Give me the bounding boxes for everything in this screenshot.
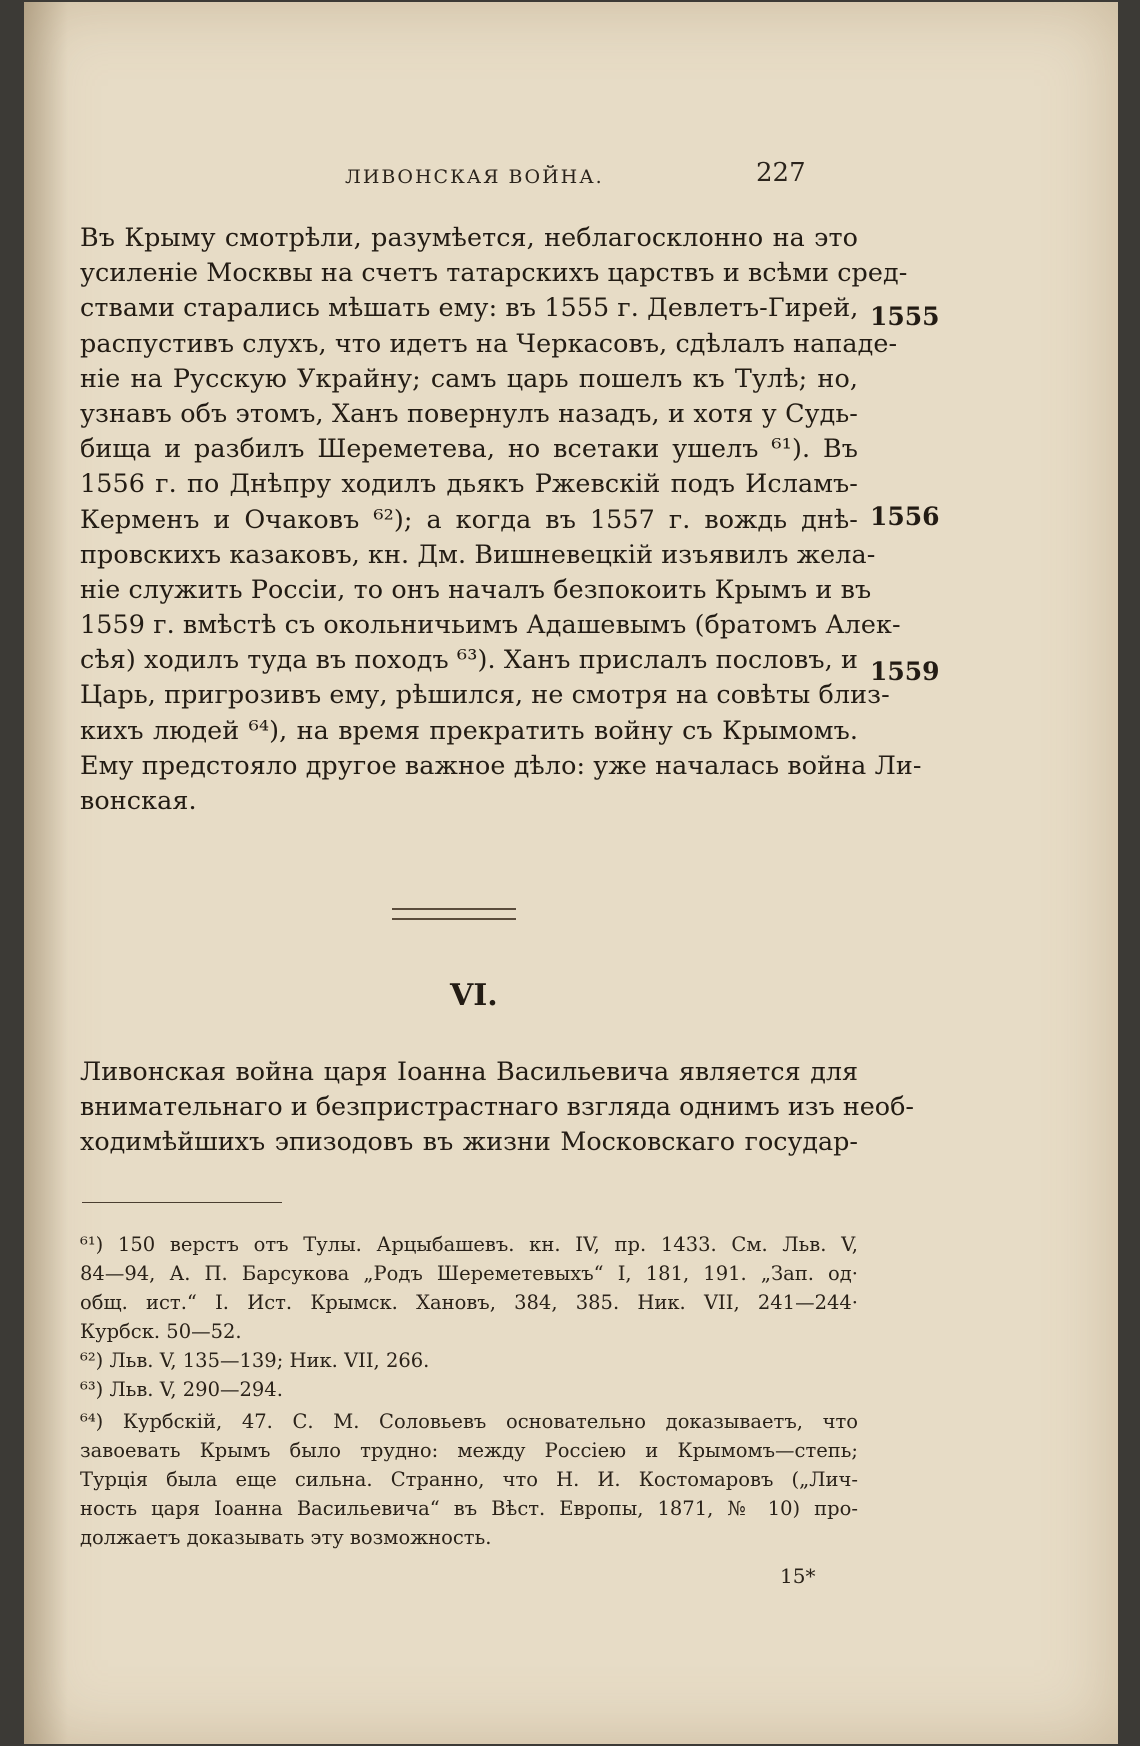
- footnote-line: ⁶³) Льв. V, 290—294.: [80, 1378, 283, 1401]
- text-line: ствами старались мѣшать ему: въ 1555 г. Девлетъ-Гирей,: [80, 292, 859, 323]
- footnote-line: общ. ист.“ I. Ист. Крымск. Хановъ, 384, 385. Ник. VII, 241—244·: [80, 1291, 858, 1314]
- footnote-62: [80, 1346, 858, 1375]
- book-page: [24, 2, 1118, 1744]
- margin-date-1555: 1555: [870, 302, 940, 331]
- footnote-line: ность царя Іоанна Васильевича“ въ Вѣст. Европы, 1871, № 10) про-: [80, 1497, 858, 1520]
- text-line: Въ Крыму смотрѣли, разумѣется, неблагосклонно на это: [80, 222, 858, 252]
- text-line: кихъ людей ⁶⁴), на время прекратить войну съ Крымомъ.: [80, 714, 858, 745]
- text-line: вонская.: [80, 785, 197, 815]
- text-line: внимательнаго и безпристрастнаго взгляда однимъ изъ необ-: [80, 1091, 914, 1122]
- text-line: Ему предстояло другое важное дѣло: уже началась война Ли-: [80, 749, 922, 780]
- footnote-line: завоевать Крымъ было трудно: между Россіею и Крымомъ—степь;: [80, 1439, 858, 1462]
- running-header: [80, 158, 860, 198]
- paragraph-2: [80, 1054, 914, 1160]
- footnote-line: Турція была еще сильна. Странно, что Н. И. Костомаровъ („Лич-: [80, 1468, 858, 1491]
- text-line: Ливонская война царя Іоанна Васильевича является для: [80, 1056, 858, 1086]
- text-line: ніе служить Россіи, то онъ началъ безпокоить Крымъ и въ: [80, 573, 872, 604]
- text-line: ходимѣйшихъ эпизодовъ въ жизни Московскаго государ-: [80, 1126, 858, 1157]
- section-divider: [392, 908, 516, 920]
- text-line: узнавъ объ этомъ, Ханъ повернулъ назадъ, и хотя у Судь-: [80, 397, 858, 428]
- section-number: VI.: [450, 978, 498, 1013]
- paragraph-1: [80, 220, 922, 818]
- signature-mark: 15*: [780, 1564, 816, 1588]
- footnote-64: [80, 1407, 858, 1552]
- text-line: бища и разбилъ Шереметева, но всетаки ушелъ ⁶¹). Въ: [80, 433, 858, 464]
- footnote-line: ⁶⁴) Курбскій, 47. С. М. Соловьевъ основательно доказываетъ, что: [80, 1410, 858, 1433]
- footnote-line: ⁶²) Льв. V, 135—139; Ник. VII, 266.: [80, 1349, 430, 1372]
- footnote-line: ⁶¹) 150 верстъ отъ Тулы. Арцыбашевъ. кн. IV, пр. 1433. См. Льв. V,: [80, 1233, 858, 1256]
- footnote-line: должаетъ доказывать эту возможность.: [80, 1526, 492, 1549]
- text-line: сѣя) ходилъ туда въ походъ ⁶³). Ханъ прислалъ пословъ, и: [80, 644, 858, 675]
- margin-date-1556: 1556: [870, 502, 940, 531]
- text-line: ніе на Русскую Украйну; самъ царь пошелъ къ Тулѣ; но,: [80, 362, 858, 393]
- page-number: 227: [756, 158, 806, 188]
- text-line: усиленіе Москвы на счетъ татарскихъ царствъ и всѣми сред-: [80, 257, 908, 288]
- text-line: Керменъ и Очаковъ ⁶²); а когда въ 1557 г. вождь днѣ-: [80, 503, 858, 534]
- margin-date-1559: 1559: [870, 657, 940, 686]
- footnotes: [80, 1230, 858, 1552]
- text-line: 1559 г. вмѣстѣ съ окольничьимъ Адашевымъ (братомъ Алек-: [80, 609, 901, 640]
- footnote-rule: [82, 1202, 282, 1203]
- footnote-line: 84—94, А. П. Барсукова „Родъ Шереметевыхъ“ I, 181, 191. „Зап. од·: [80, 1262, 858, 1285]
- text-line: Царь, пригрозивъ ему, рѣшился, не смотря на совѣты близ-: [80, 679, 890, 710]
- footnote-63: [80, 1375, 858, 1404]
- text-line: 1556 г. по Днѣпру ходилъ дьякъ Ржевскій подъ Исламъ-: [80, 468, 858, 499]
- text-line: провскихъ казаковъ, кн. Дм. Вишневецкій изъявилъ жела-: [80, 538, 876, 569]
- footnote-61: [80, 1230, 858, 1346]
- text-line: распустивъ слухъ, что идетъ на Черкасовъ, сдѣлалъ нападе-: [80, 327, 898, 358]
- running-title: ЛИВОНСКАЯ ВОЙНА.: [345, 166, 604, 188]
- footnote-line: Курбск. 50—52.: [80, 1320, 242, 1343]
